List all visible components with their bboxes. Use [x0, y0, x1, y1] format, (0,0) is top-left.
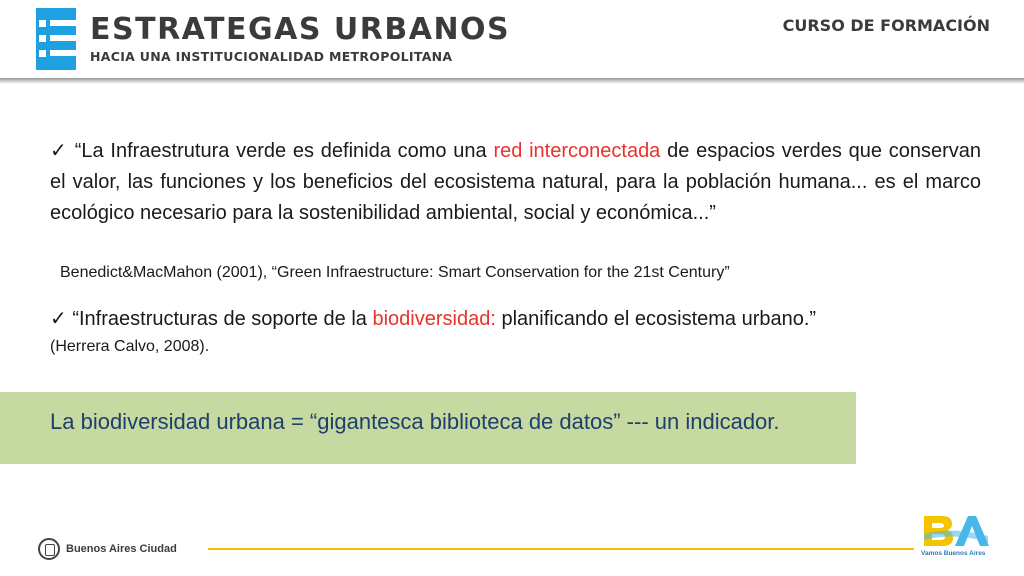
quote-2-text	[50, 304, 981, 335]
quote-1-part2: de espacios verdes que conservan el valor, las funciones y los beneficios del ecosistema natural, para la población humana... es el marco ecológico necesario para la sostenibilidad ambiental, social y económica...”	[50, 140, 981, 224]
brand-title: ESTRATEGAS URBANOS	[90, 12, 511, 47]
city-seal-icon	[38, 538, 60, 560]
callout-text: La biodiversidad urbana = “gigantesca biblioteca de datos” --- un indicador.	[50, 409, 780, 434]
quote-1-part1: “La Infraestrutura verde es definida como una	[74, 140, 494, 162]
quote-1-citation: Benedict&MacMahon (2001), “Green Infraestructure: Smart Conservation for the 21st Century”	[60, 264, 730, 281]
footer-tagline: Vamos Buenos Aires	[921, 550, 986, 557]
footer-divider	[208, 548, 914, 550]
footer-city-label: Buenos Aires Ciudad	[66, 543, 177, 555]
quote-2-highlight: biodiversidad:	[372, 308, 496, 330]
ba-logo-icon	[922, 512, 990, 548]
quote-block-1	[50, 136, 981, 229]
check-icon: ✓	[50, 140, 68, 162]
quote-1-text	[50, 136, 981, 229]
citation-block-1	[60, 262, 991, 284]
check-icon: ✓	[50, 308, 67, 330]
quote-2-citation: (Herrera Calvo, 2008).	[50, 338, 210, 355]
quote-block-2	[50, 304, 981, 335]
header-divider	[0, 78, 1024, 84]
quote-1-highlight: red interconectada	[493, 140, 661, 162]
quote-2-part1: “Infraestructuras de soporte de la	[72, 308, 373, 330]
citation-block-2	[50, 336, 981, 358]
quote-2-part2: planificando el ecosistema urbano.”	[495, 308, 817, 330]
brand-logo-icon	[36, 8, 76, 70]
course-label: CURSO DE FORMACIÓN	[782, 16, 990, 35]
brand-subtitle: HACIA UNA INSTITUCIONALIDAD METROPOLITANA	[90, 49, 453, 64]
header	[0, 0, 1024, 78]
